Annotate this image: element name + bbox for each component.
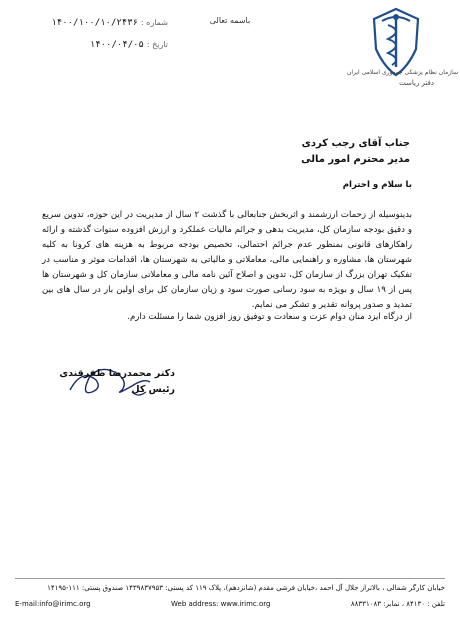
recipient-name: جناب آقای رجب کردی	[301, 138, 410, 149]
signatory-title: رئیس کل	[131, 384, 175, 395]
greeting: با سلام و احترام	[342, 180, 412, 190]
signatory-name: دکتر محمدرضا ظفرقندی	[59, 368, 175, 379]
organization-emblem	[346, 5, 458, 95]
footer-contact-row	[15, 600, 445, 608]
footer-email: E-mail:info@irimc.org	[15, 600, 91, 608]
bismillah-heading: باسمه تعالی	[209, 16, 251, 25]
body-paragraph-1: بدینوسیله از زحمات ارزشمند و اثربخش جنابعالی با گذشت ۲ سال از مدیریت در این حوزه، تدوین سریع و دقیق بودجه سازمان کل، مدیریت بدهی و جرائم مالیات عملکرد و ارزش افزوده سنوات گذشته و ارائه راهکارهای قانونی بمنظور عدم جرائم احتمالی، تخصیص بودجه مربوط به هزینه های کرونا به کلیه شهرستان ها، مشاوره و راهنمایی مالی، معاملاتی و مالیاتی به شهرستان ها، اقدامات موثر و مناسب در تفکیک تهران بزرگ از سازمان کل، تدوین و اصلاح آئین نامه مالی و معاملاتی سازمان کل و شهرستان ها پس از ۱۹ سال و بویژه به سود رسانی صورت سود و زیان سازمان کل برای اولین بار در سال های بین تمدید و صدور پروانه تقدیر و تشکر می نمایم.	[42, 210, 412, 310]
letter-date-value: ۱۴۰۰/۰۴/۰۵	[89, 40, 144, 50]
letter-date-label: تاریخ :	[146, 40, 168, 49]
body-paragraph-2: از درگاه ایزد منان دوام عزت و سعادت و توفیق روز افزون شما را مسئلت دارم.	[127, 312, 412, 322]
letter-date-row	[48, 40, 168, 50]
recipient-title: مدیر محترم امور مالی	[301, 154, 410, 165]
footer-address: خیابان کارگر شمالی ، بالاتراز جلال آل احمد ،خیابان فرشی مقدم (شانزدهم)، پلاک ۱۱۹ کد پستی: ۱۴۳۹۸۳۷۹۵۳ صندوق پستی: ۱۱۱-۱۴۱۹۵	[47, 584, 445, 592]
office-label: دفتر ریاست	[399, 79, 434, 87]
organization-name: سازمان نظام پزشکی جمهوری اسلامی ایران	[346, 69, 458, 76]
letter-number-row	[48, 18, 168, 28]
letter-number-label: شماره :	[140, 18, 168, 27]
footer-divider	[15, 578, 445, 579]
footer-phone: تلفن : ۸۴۱۳۰ ، نمابر: ۸۸۳۳۱۰۸۳	[350, 600, 445, 608]
letter-number-value: ۱۴۰۰/۱۰۰/۱۰/۲۴۳۶	[51, 18, 139, 28]
footer-web: Web address: www.irimc.org	[171, 600, 271, 608]
